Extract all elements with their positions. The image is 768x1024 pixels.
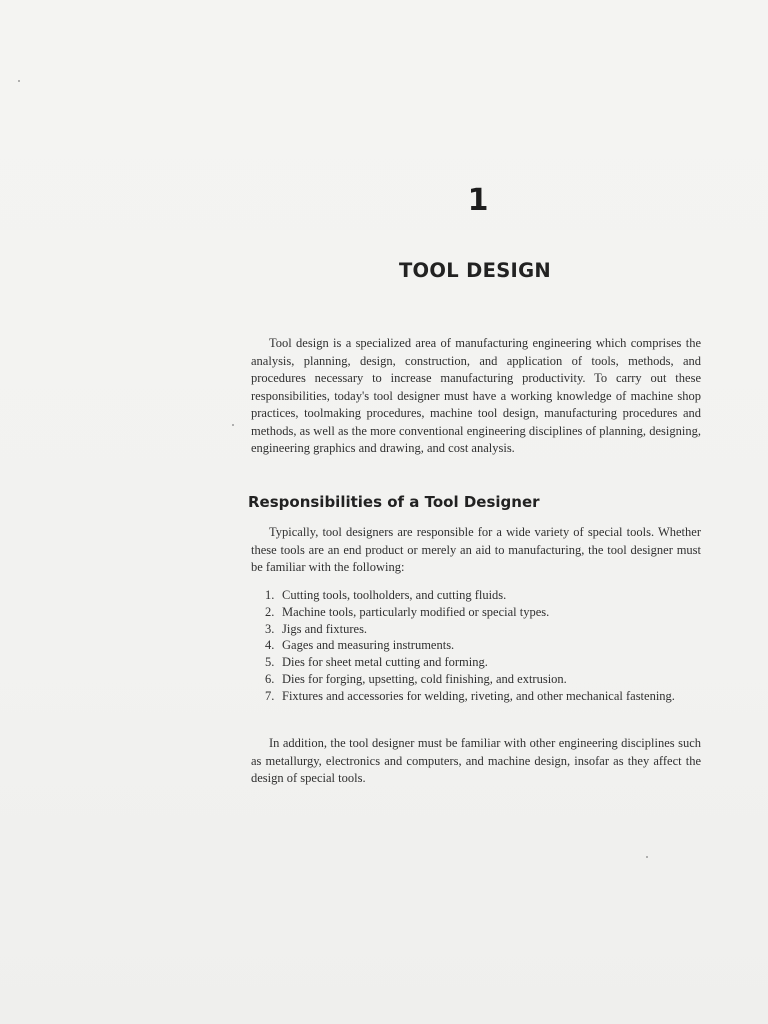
list-item-number: 1. (265, 588, 275, 602)
list-item-text: Dies for forging, upsetting, cold finishing, and extrusion. (282, 671, 567, 686)
list-item-number: 4. (265, 638, 275, 653)
list-item-number: 6. (265, 671, 275, 686)
list-item-number: 5. (265, 655, 275, 670)
list-item-text: Dies for sheet metal cutting and forming. (282, 655, 488, 670)
section-heading: Responsibilities of a Tool Designer (248, 493, 540, 511)
list-item (265, 637, 701, 654)
list-item-number: 2. (265, 604, 275, 619)
responsibilities-list (265, 587, 701, 705)
list-item-number: 3. (265, 621, 275, 636)
list-item-text: Jigs and fixtures. (282, 621, 368, 636)
paper-speck (646, 856, 648, 858)
chapter-title: TOOL DESIGN (398, 259, 552, 282)
paper-speck (232, 424, 234, 426)
list-item (265, 587, 701, 604)
list-item (265, 621, 701, 638)
chapter-number: 1 (467, 183, 489, 218)
section-lead-paragraph: Typically, tool designers are responsible for a wide variety of special tools. Whether these tools are an end product or merely an aid to manufacturing, the tool designer must be familiar with the following: (251, 525, 701, 574)
list-item-text: Machine tools, particularly modified or special types. (282, 604, 550, 619)
list-item (265, 671, 701, 688)
list-item-text: Fixtures and accessories for welding, riveting, and other mechanical fastening. (282, 688, 675, 703)
list-item-text: Cutting tools, toolholders, and cutting fluids. (282, 588, 507, 602)
list-item (265, 654, 701, 671)
list-item (265, 604, 701, 621)
intro-paragraph: Tool design is a specialized area of manufacturing engineering which comprises the analysis, planning, design, construction, and application of tools, methods, and procedures necessary to increase manufacturing productivity. To carry out these responsibilities, today's tool designer must have a working knowledge of machine shop practices, toolmaking procedures, machine tool design, manufacturing procedures and methods, as well as the more conventional engineering disciplines of planning, designing, engineering graphics and drawing, and cost analysis. (251, 336, 701, 455)
list-item-number: 7. (265, 688, 275, 703)
list-item (265, 688, 701, 705)
list-item-text: Gages and measuring instruments. (282, 638, 455, 653)
closing-paragraph: In addition, the tool designer must be familiar with other engineering disciplines such as metallurgy, electronics and computers, and machine design, insofar as they affect the design of special tools. (251, 736, 701, 785)
paper-speck (18, 80, 20, 82)
